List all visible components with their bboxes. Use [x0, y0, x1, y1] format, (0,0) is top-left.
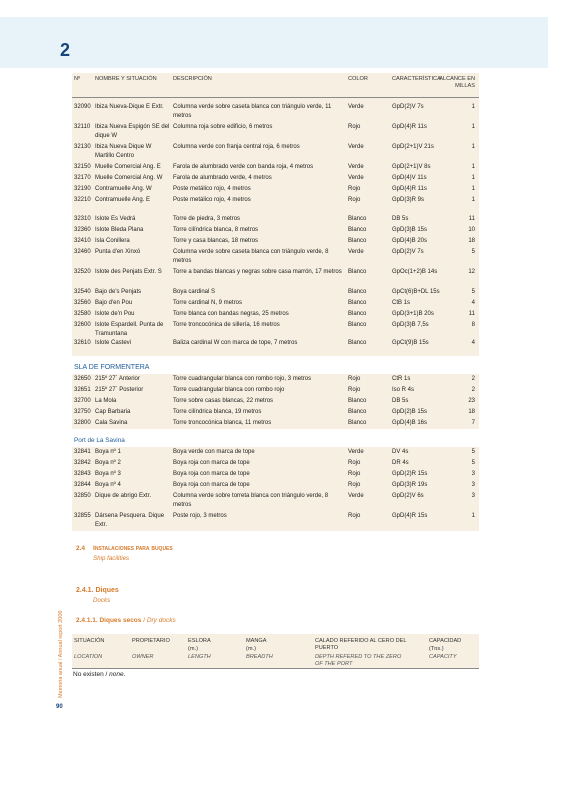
- row-range: 5: [471, 249, 475, 255]
- row-color: Blanco: [348, 269, 367, 275]
- row-num: 32610: [74, 340, 91, 346]
- row-color: Verde: [348, 249, 364, 255]
- row-num: 32150: [74, 164, 91, 170]
- row-description: Boya cardinal S: [173, 289, 216, 295]
- row-range: 2: [471, 387, 475, 393]
- row-num: 32520: [74, 269, 91, 275]
- row-characteristic: GpD(3+1)B 20s: [392, 311, 434, 317]
- row-name: Boya nº 3: [95, 471, 121, 477]
- dock-h2: PROPIETARIO: [132, 638, 170, 644]
- row-num: 32843: [74, 471, 91, 477]
- table-row: [72, 102, 479, 122]
- row-characteristic: GpCt(6)B+DL 15s: [392, 289, 440, 295]
- row-characteristic: DB 5s: [392, 216, 409, 222]
- row-characteristic: GpD(2)R 15s: [392, 471, 428, 477]
- dock-h3-unit: (m.): [188, 646, 198, 652]
- row-range: 5: [471, 449, 475, 455]
- row-name: 215º 27´ Anterior: [95, 376, 140, 382]
- row-num: 32190: [74, 186, 91, 192]
- table-row: [72, 480, 479, 491]
- section-2-4-1-1-text: 2.4.1.1. Diques secos: [76, 617, 142, 624]
- row-color: Verde: [348, 144, 364, 150]
- row-name: Islote de'n Pou: [95, 311, 135, 317]
- row-num: 32651: [74, 387, 91, 393]
- section-2-4-1-title: 2.4.1. Diques: [76, 587, 119, 594]
- dock-h1: SITUACIÓN: [74, 638, 105, 644]
- dock-h4-unit: (m.): [246, 646, 256, 652]
- table-row: [72, 287, 479, 298]
- row-num: 32841: [74, 449, 91, 455]
- table-row: [72, 225, 479, 236]
- table-row: [72, 162, 479, 173]
- row-characteristic: GpD(2+1)V 8s: [392, 164, 431, 170]
- table-row: [72, 458, 479, 469]
- row-range: 1: [471, 164, 475, 170]
- row-description: Farola de alumbrado verde con banda roja, 4 metros: [173, 164, 314, 170]
- section-2-4-subtitle: Ship facilities: [93, 555, 130, 562]
- row-num: 32580: [74, 311, 91, 317]
- row-num: 32800: [74, 420, 91, 426]
- table-row: [72, 338, 479, 356]
- row-color: Blanco: [348, 420, 367, 426]
- group-savina: [72, 447, 479, 531]
- row-num: 32410: [74, 238, 91, 244]
- row-name: Boya nº 4: [95, 482, 121, 488]
- row-name: Boya nº 1: [95, 449, 121, 455]
- row-range: 5: [471, 289, 475, 295]
- dock-h1-en: LOCATION: [74, 654, 103, 660]
- row-name: La Mola: [95, 398, 117, 404]
- header-band: [0, 17, 548, 68]
- header-name: NOMBRE Y SITUACIÓN: [95, 76, 157, 82]
- row-characteristic: GpD(2)B 15s: [392, 409, 428, 415]
- table-row: [72, 374, 479, 385]
- row-description: Columna roja sobre edificio, 6 metros: [173, 124, 273, 130]
- row-range: 23: [468, 398, 475, 404]
- row-color: Blanco: [348, 311, 367, 317]
- row-color: Rojo: [348, 197, 361, 203]
- row-characteristic: GpD(3)R 19s: [392, 482, 428, 488]
- table-row: [72, 511, 479, 531]
- row-range: 1: [471, 144, 475, 150]
- row-num: 32560: [74, 300, 91, 306]
- row-name: Islote Es Vedrá: [95, 216, 136, 222]
- table-row: [72, 142, 479, 162]
- row-characteristic: GpD(4)B 20s: [392, 238, 428, 244]
- row-name: Islote des Penjats Extr. S: [95, 269, 162, 275]
- row-characteristic: DR 4s: [392, 460, 409, 466]
- row-range: 1: [471, 175, 475, 181]
- row-description: Boya roja con marca de tope: [173, 482, 250, 488]
- row-description: Boya roja con marca de tope: [173, 471, 250, 477]
- table-row: [72, 184, 479, 195]
- group-ibiza-port: [72, 102, 479, 206]
- row-color: Blanco: [348, 340, 367, 346]
- table-header: [72, 73, 479, 98]
- docks-none-text: [73, 671, 125, 678]
- table-row: [72, 309, 479, 320]
- dock-h5-en: DEPTH REFERED TO THE ZERO OF THE PORT: [315, 654, 402, 667]
- row-num: 32844: [74, 482, 91, 488]
- row-description: Columna verde sobre torreta blanca con triángulo verde, 8 metros: [173, 493, 329, 508]
- row-characteristic: CtB 1s: [392, 300, 411, 306]
- row-description: Torre a bandas blancas y negras sobre casa marrón, 17 metros: [173, 269, 342, 275]
- row-characteristic: GpD(4)R 15s: [392, 513, 428, 519]
- row-range: 8: [471, 322, 475, 328]
- row-name: Islote Castevi: [95, 340, 132, 346]
- row-characteristic: GpD(2)V 7s: [392, 249, 424, 255]
- row-color: Rojo: [348, 124, 361, 130]
- row-name: Bajo de's Penjats: [95, 289, 142, 295]
- row-description: Columna verde sobre caseta blanca con triángulo verde, 11 metros: [173, 104, 332, 119]
- row-description: Torre blanca con bandas negras, 25 metros: [173, 311, 289, 317]
- row-characteristic: DV 4s: [392, 449, 409, 455]
- row-description: Torre cilíndrica blanca, 19 metros: [173, 409, 262, 415]
- row-range: 11: [468, 311, 475, 317]
- row-description: Torre cardinal N, 9 metros: [173, 300, 243, 306]
- row-characteristic: GpD(4)R 11s: [392, 186, 427, 192]
- row-color: Verde: [348, 164, 364, 170]
- row-description: Torre cuadrangular blanca con rombo rojo: [173, 387, 285, 393]
- row-description: Poste metálico rojo, 4 metros: [173, 186, 251, 192]
- row-color: Blanco: [348, 289, 367, 295]
- row-description: Columna verde sobre caseta blanca con triángulo verde, 8 metros: [173, 249, 329, 264]
- row-characteristic: Iso R 4s: [392, 387, 415, 393]
- row-description: Torre troncocónica de sillería, 16 metros: [173, 322, 280, 328]
- row-name: Muelle Comercial Ang. E: [95, 164, 161, 170]
- row-color: Rojo: [348, 513, 361, 519]
- row-description: Torre de piedra, 3 metros: [173, 216, 241, 222]
- row-num: 32460: [74, 249, 91, 255]
- section-2-4-number: 2.4: [76, 545, 86, 552]
- section-formentera: SLA DE FORMENTERA: [72, 362, 479, 374]
- row-name: Dique de abrigo Extr.: [95, 493, 152, 499]
- side-label-text: Memoria anual / Annual report 2006: [58, 610, 64, 698]
- row-characteristic: GpD(2+1)V 21s: [392, 144, 434, 150]
- row-description: Farola de alumbrado verde, 4 metros: [173, 175, 272, 181]
- row-characteristic: GpCt(9)B 15s: [392, 340, 429, 346]
- row-name: Contramuelle Ang. W: [95, 186, 152, 192]
- side-label: [54, 580, 68, 698]
- dock-h2-en: OWNER: [132, 654, 154, 660]
- row-characteristic: GpD(2)V 7s: [392, 104, 424, 110]
- row-name: 215º 27´ Posterior: [95, 387, 144, 393]
- table-row: [72, 173, 479, 184]
- row-name: Dársena Pesquera. Dique Extr.: [95, 513, 165, 528]
- row-characteristic: CtR 1s: [392, 376, 411, 382]
- row-name: Boya nº 2: [95, 460, 121, 466]
- table-row: [72, 418, 479, 429]
- row-range: 18: [468, 409, 475, 415]
- row-color: Rojo: [348, 460, 361, 466]
- row-num: 32210: [74, 197, 91, 203]
- row-range: 3: [471, 482, 475, 488]
- table-row: [72, 407, 479, 418]
- row-description: Torre cuadrangular blanca con rombo rojo, 3 metros: [173, 376, 312, 382]
- group-formentera: [72, 374, 479, 429]
- row-color: Rojo: [348, 482, 361, 488]
- row-num: 32700: [74, 398, 91, 404]
- row-num: 32650: [74, 376, 91, 382]
- row-range: 4: [471, 340, 475, 346]
- row-range: 5: [471, 460, 475, 466]
- row-num: 32310: [74, 216, 91, 222]
- dock-h6-unit: (Tns.): [429, 646, 444, 652]
- row-description: Baliza cardinal W con marca de tope, 7 metros: [173, 340, 298, 346]
- chapter-number: 2: [60, 40, 71, 60]
- docks-table-header: [72, 634, 479, 669]
- row-name: Ibiza Nueva Espigón SE del dique W: [95, 124, 170, 139]
- row-range: 1: [471, 197, 475, 203]
- row-range: 11: [468, 216, 475, 222]
- row-description: Columna verde con franja central roja, 6 metros: [173, 144, 300, 150]
- row-color: Blanco: [348, 322, 367, 328]
- row-color: Rojo: [348, 376, 361, 382]
- row-characteristic: GpD(4)R 11s: [392, 124, 427, 130]
- row-description: Torre cilíndrica blanca, 8 metros: [173, 227, 259, 233]
- row-range: 18: [468, 238, 475, 244]
- row-name: Punta d'en Xinxó: [95, 249, 141, 255]
- dock-h6: CAPACIDAD: [429, 638, 462, 644]
- row-range: 1: [471, 104, 475, 110]
- row-description: Boya verde con marca de tope: [173, 449, 255, 455]
- table-row: [72, 491, 479, 511]
- table-row: [72, 236, 479, 247]
- row-name: Cap Barbaria: [95, 409, 131, 415]
- section-savina: Port de La Savina: [72, 435, 479, 447]
- table-row: [72, 267, 479, 287]
- row-color: Verde: [348, 493, 364, 499]
- section-2-4-text: Instalaciones para buques: [93, 545, 173, 552]
- row-name: Cala Savina: [95, 420, 128, 426]
- header-range: ALCANCE EN MILLAS: [439, 76, 475, 89]
- row-color: Rojo: [348, 471, 361, 477]
- row-color: Blanco: [348, 398, 367, 404]
- row-range: 1: [471, 186, 475, 192]
- section-2-4-1-subtitle: Docks: [93, 597, 111, 604]
- header-color: COLOR: [348, 76, 368, 82]
- row-color: Blanco: [348, 300, 367, 306]
- dock-h3-en: LENGTH: [188, 654, 211, 660]
- row-color: Blanco: [348, 409, 367, 415]
- dock-h6-en: CAPACITY: [429, 654, 457, 660]
- row-range: 3: [471, 471, 475, 477]
- row-description: Torre y casa blancas, 18 metros: [173, 238, 259, 244]
- table-row: [72, 447, 479, 458]
- row-characteristic: GpD(3)B 15s: [392, 227, 428, 233]
- table-row: [72, 298, 479, 309]
- row-range: 1: [471, 124, 475, 130]
- row-num: 32540: [74, 289, 91, 295]
- row-color: Blanco: [348, 238, 367, 244]
- table-row: [72, 320, 479, 338]
- lights-table: [72, 73, 479, 531]
- row-characteristic: GpD(3)B 7,5s: [392, 322, 429, 328]
- section-2-4-1-1-sep: /: [141, 617, 147, 624]
- table-row: [72, 214, 479, 225]
- section-2-4-1-1-title: [76, 617, 176, 624]
- row-description: Boya roja con marca de tope: [173, 460, 250, 466]
- row-range: 7: [471, 420, 475, 426]
- table-row: [72, 247, 479, 267]
- dock-h4-en: BREADTH: [246, 654, 273, 660]
- table-row: [72, 385, 479, 396]
- row-range: 2: [471, 376, 475, 382]
- docks-none-es: No existen /: [73, 671, 110, 678]
- row-characteristic: GpD(3)R 9s: [392, 197, 425, 203]
- dock-h4: MANGA: [246, 638, 267, 644]
- row-name: Isla Conillera: [95, 238, 130, 244]
- row-color: Rojo: [348, 186, 361, 192]
- row-num: 32110: [74, 124, 91, 130]
- row-name: Ibiza Nueva-Dique E Extr.: [95, 104, 164, 110]
- row-range: 4: [471, 300, 475, 306]
- section-2-4-1-1-subtitle: Dry docks: [146, 617, 176, 624]
- page-number: 90: [56, 704, 63, 710]
- table-row: [72, 195, 479, 206]
- header-num: Nº: [74, 76, 81, 82]
- row-name: Ibiza Nueva Dique W Martillo Centro: [95, 144, 152, 159]
- dock-h5: CALADO REFERIDO AL CERO DEL PUERTO: [315, 638, 407, 651]
- row-description: Poste metálico rojo, 4 metros: [173, 197, 251, 203]
- section-2-4-title: [76, 545, 173, 552]
- row-characteristic: GpD(4)V 11s: [392, 175, 427, 181]
- row-num: 32842: [74, 460, 91, 466]
- row-description: Torre troncocónica blanca, 11 metros: [173, 420, 272, 426]
- table-row: [72, 469, 479, 480]
- row-range: 3: [471, 493, 475, 499]
- row-color: Verde: [348, 104, 364, 110]
- row-range: 1: [471, 513, 475, 519]
- row-num: 32855: [74, 513, 91, 519]
- dock-h3: ESLORA: [188, 638, 211, 644]
- row-num: 32850: [74, 493, 91, 499]
- row-description: Torre sobre casas blancas, 22 metros: [173, 398, 274, 404]
- table-row: [72, 122, 479, 142]
- row-description: Poste rojo, 3 metros: [173, 513, 227, 519]
- row-name: Islote Espardell. Punta de Tramuntana: [95, 322, 164, 337]
- row-name: Bajo d'en Pou: [95, 300, 133, 306]
- row-num: 32600: [74, 322, 91, 328]
- row-name: Muelle Comercial Ang. W: [95, 175, 163, 181]
- row-num: 32130: [74, 144, 91, 150]
- row-color: Verde: [348, 175, 364, 181]
- row-characteristic: GpD(2)V 6s: [392, 493, 424, 499]
- row-num: 32750: [74, 409, 91, 415]
- row-color: Rojo: [348, 387, 361, 393]
- header-char: CARACTERÍSTICA: [392, 76, 441, 82]
- row-range: 10: [468, 227, 475, 233]
- row-num: 32090: [74, 104, 91, 110]
- row-color: Blanco: [348, 216, 367, 222]
- row-num: 32360: [74, 227, 91, 233]
- docks-none-en: none.: [109, 671, 126, 678]
- row-name: Islote Bleda Plana: [95, 227, 144, 233]
- row-characteristic: GpD(4)B 16s: [392, 420, 428, 426]
- header-desc: DESCRIPCIÓN: [173, 76, 212, 82]
- row-color: Verde: [348, 449, 364, 455]
- group-ibiza-islets: [72, 214, 479, 356]
- table-row: [72, 396, 479, 407]
- row-characteristic: GpOc(1+2)B 14s: [392, 269, 438, 275]
- row-color: Blanco: [348, 227, 367, 233]
- row-range: 12: [468, 269, 475, 275]
- row-num: 32170: [74, 175, 91, 181]
- row-name: Contramuelle Ang. E: [95, 197, 151, 203]
- row-characteristic: DB 5s: [392, 398, 409, 404]
